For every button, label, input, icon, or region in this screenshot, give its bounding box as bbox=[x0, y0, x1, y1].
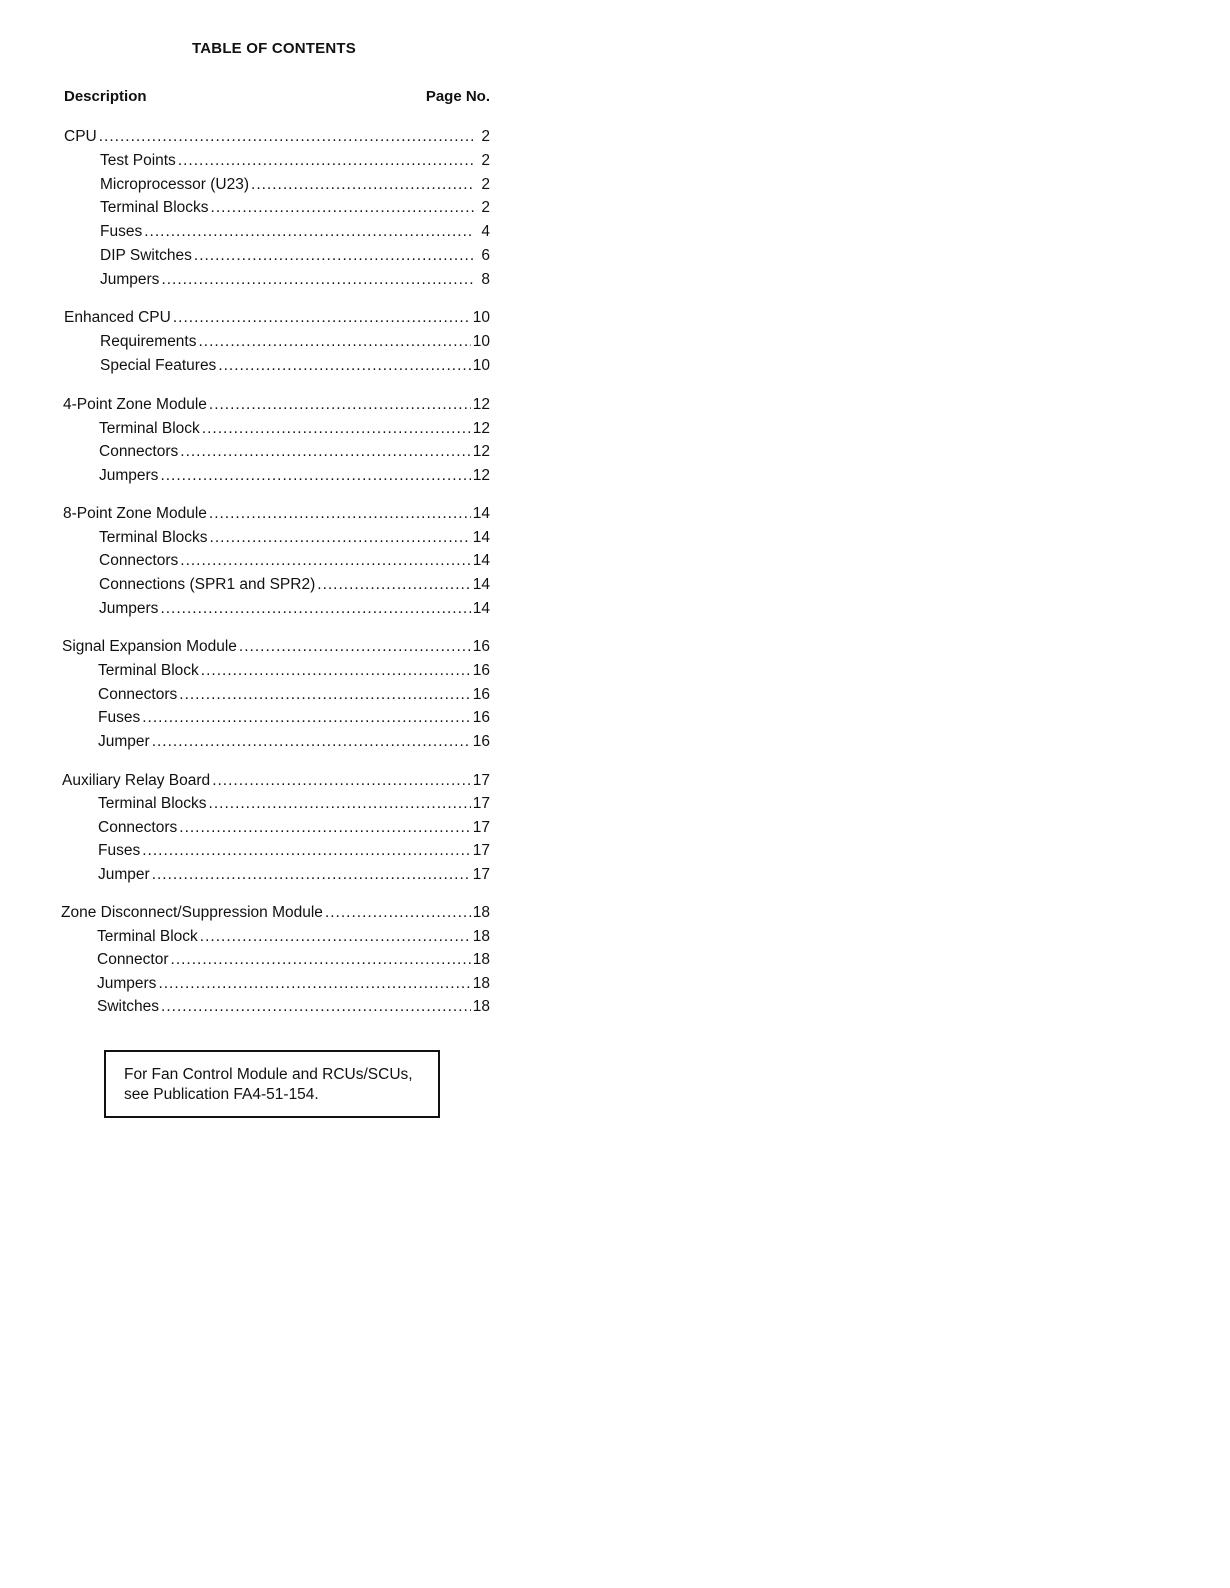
page-number: 16 bbox=[472, 733, 490, 751]
page-number: 8 bbox=[481, 270, 490, 288]
toc-subentry bbox=[98, 819, 490, 841]
dot-leader bbox=[218, 357, 470, 375]
page-number: 14 bbox=[472, 505, 490, 522]
toc-subentry-label: Terminal Blocks bbox=[98, 795, 207, 813]
toc-subentry-label: Fuses bbox=[98, 842, 141, 860]
toc-subentry bbox=[99, 420, 490, 442]
toc-subentry-label: Jumpers bbox=[100, 270, 160, 288]
toc-subentry-label: Terminal Block bbox=[97, 927, 198, 945]
toc-subentry bbox=[98, 662, 490, 684]
dot-leader bbox=[144, 223, 474, 241]
dot-leader bbox=[251, 176, 474, 194]
toc-subentry-label: Terminal Block bbox=[99, 419, 200, 437]
toc-section-entry bbox=[64, 309, 490, 331]
page-number: 10 bbox=[472, 309, 490, 326]
toc-subentry-label: Connections (SPR1 and SPR2) bbox=[99, 576, 316, 594]
dot-leader bbox=[180, 552, 470, 570]
dot-leader bbox=[160, 467, 470, 485]
page-number: 16 bbox=[472, 685, 490, 703]
toc-subentry-label: Fuses bbox=[100, 223, 143, 241]
page-number: 2 bbox=[481, 128, 490, 145]
page-number: 4 bbox=[481, 223, 490, 241]
toc-section-label: Auxiliary Relay Board bbox=[62, 772, 211, 789]
toc-section-entry bbox=[61, 904, 490, 926]
page-number: 10 bbox=[472, 357, 490, 374]
dot-leader bbox=[209, 396, 471, 414]
dot-leader bbox=[179, 819, 470, 837]
page-number: 2 bbox=[481, 151, 490, 169]
toc-section-entry bbox=[62, 638, 490, 660]
dot-leader bbox=[194, 247, 474, 265]
toc-subentry-label: Special Features bbox=[100, 357, 217, 374]
toc-subentry-label: Requirements bbox=[100, 333, 197, 350]
toc-subentry bbox=[100, 176, 490, 198]
dot-leader bbox=[199, 333, 471, 351]
dot-leader bbox=[180, 443, 470, 461]
dot-leader bbox=[317, 576, 470, 594]
toc-subentry bbox=[98, 686, 490, 708]
column-header-description: Description bbox=[64, 88, 147, 105]
toc-subentry-label: Terminal Blocks bbox=[99, 528, 208, 546]
toc-section-label: 4-Point Zone Module bbox=[63, 396, 207, 413]
dot-leader bbox=[158, 975, 470, 993]
page-number: 12 bbox=[472, 443, 490, 461]
dot-leader bbox=[152, 866, 471, 884]
page-number: 14 bbox=[472, 599, 490, 617]
dot-leader bbox=[239, 638, 471, 656]
dot-leader bbox=[142, 709, 471, 727]
toc-subentry bbox=[100, 199, 490, 221]
page-number: 17 bbox=[472, 865, 490, 883]
toc-subentry bbox=[99, 529, 490, 551]
toc-subentry bbox=[98, 733, 490, 755]
page-number: 18 bbox=[472, 951, 490, 969]
dot-leader bbox=[161, 271, 474, 289]
toc-subentry bbox=[97, 998, 490, 1020]
toc-subentry-label: Connectors bbox=[98, 818, 178, 836]
page-number: 16 bbox=[472, 709, 490, 727]
page-number: 18 bbox=[472, 927, 490, 945]
toc-section-label: CPU bbox=[64, 128, 97, 145]
toc-subentry bbox=[99, 576, 490, 598]
toc-subentry bbox=[100, 152, 490, 174]
toc-section-entry bbox=[62, 772, 490, 794]
dot-leader bbox=[212, 772, 471, 790]
note-line-2: see Publication FA4-51-154. bbox=[124, 1086, 319, 1103]
page-number: 16 bbox=[472, 661, 490, 679]
toc-subentry bbox=[99, 552, 490, 574]
dot-leader bbox=[201, 662, 471, 680]
toc-subentry bbox=[98, 709, 490, 731]
toc-subentry bbox=[98, 795, 490, 817]
toc-section-entry bbox=[63, 396, 490, 418]
dot-leader bbox=[211, 199, 474, 217]
page-number: 18 bbox=[472, 974, 490, 992]
toc-section-entry bbox=[63, 505, 490, 527]
toc-subentry-label: DIP Switches bbox=[100, 247, 192, 264]
dot-leader bbox=[178, 152, 474, 170]
page-number: 2 bbox=[481, 175, 490, 193]
toc-section-entry bbox=[64, 128, 490, 150]
dot-leader bbox=[325, 904, 471, 922]
page-number: 14 bbox=[472, 552, 490, 570]
toc-subentry bbox=[99, 467, 490, 489]
dot-leader bbox=[142, 842, 471, 860]
page-number: 14 bbox=[472, 528, 490, 546]
dot-leader bbox=[210, 529, 471, 547]
toc-subentry bbox=[98, 866, 490, 888]
toc-subentry-label: Terminal Blocks bbox=[100, 199, 209, 217]
toc-section-label: Signal Expansion Module bbox=[62, 638, 237, 655]
toc-subentry-label: Jumpers bbox=[97, 974, 157, 992]
table-of-contents bbox=[0, 0, 600, 1040]
page-number: 17 bbox=[472, 818, 490, 836]
page-number: 12 bbox=[472, 396, 490, 413]
page-number: 17 bbox=[472, 842, 490, 860]
dot-leader bbox=[152, 733, 471, 751]
dot-leader bbox=[209, 505, 471, 523]
toc-subentry-label: Switches bbox=[97, 998, 160, 1016]
publication-note-box bbox=[104, 1050, 440, 1118]
toc-subentry bbox=[99, 443, 490, 465]
toc-subentry-label: Fuses bbox=[98, 709, 141, 727]
toc-subentry-label: Jumpers bbox=[99, 467, 159, 485]
toc-subentry bbox=[100, 223, 490, 245]
toc-subentry bbox=[100, 247, 490, 269]
page-number: 18 bbox=[472, 998, 490, 1016]
toc-subentry-label: Jumper bbox=[98, 733, 150, 751]
toc-subentry bbox=[97, 975, 490, 997]
toc-section-label: Enhanced CPU bbox=[64, 309, 171, 326]
dot-leader bbox=[179, 686, 470, 704]
dot-leader bbox=[202, 420, 471, 438]
page-number: 16 bbox=[472, 638, 490, 655]
toc-subentry bbox=[98, 842, 490, 864]
toc-subentry-label: Jumper bbox=[98, 865, 150, 883]
dot-leader bbox=[171, 951, 471, 969]
column-header-page-no: Page No. bbox=[425, 88, 490, 105]
toc-subentry-label: Jumpers bbox=[99, 599, 159, 617]
dot-leader bbox=[161, 998, 471, 1016]
toc-subentry-label: Test Points bbox=[100, 151, 176, 169]
page-number: 2 bbox=[481, 199, 490, 217]
toc-subentry-label: Connectors bbox=[99, 443, 179, 461]
page-number: 12 bbox=[472, 467, 490, 485]
dot-leader bbox=[173, 309, 471, 327]
dot-leader bbox=[160, 600, 470, 618]
page-number: 17 bbox=[472, 772, 490, 789]
page-number: 12 bbox=[472, 419, 490, 437]
toc-subentry bbox=[100, 271, 490, 293]
page-number: 17 bbox=[472, 795, 490, 813]
page-number: 14 bbox=[472, 576, 490, 594]
toc-subentry bbox=[100, 333, 490, 355]
toc-subentry bbox=[97, 928, 490, 950]
note-line-1: For Fan Control Module and RCUs/SCUs, bbox=[124, 1066, 413, 1083]
toc-subentry bbox=[99, 600, 490, 622]
toc-section-label: 8-Point Zone Module bbox=[63, 505, 207, 522]
toc-subentry bbox=[97, 951, 490, 973]
page-title: TABLE OF CONTENTS bbox=[192, 40, 356, 57]
toc-subentry-label: Microprocessor (U23) bbox=[100, 175, 250, 193]
toc-section-label: Zone Disconnect/Suppression Module bbox=[61, 904, 323, 921]
page-number: 10 bbox=[472, 333, 490, 350]
toc-subentry-label: Connector bbox=[97, 951, 169, 969]
page-number: 18 bbox=[472, 904, 490, 921]
toc-subentry-label: Terminal Block bbox=[98, 661, 199, 679]
toc-subentry bbox=[100, 357, 490, 379]
page-number: 6 bbox=[481, 247, 490, 264]
toc-subentry-label: Connectors bbox=[99, 552, 179, 570]
toc-subentry-label: Connectors bbox=[98, 685, 178, 703]
dot-leader bbox=[200, 928, 471, 946]
dot-leader bbox=[99, 128, 474, 146]
dot-leader bbox=[209, 795, 471, 813]
